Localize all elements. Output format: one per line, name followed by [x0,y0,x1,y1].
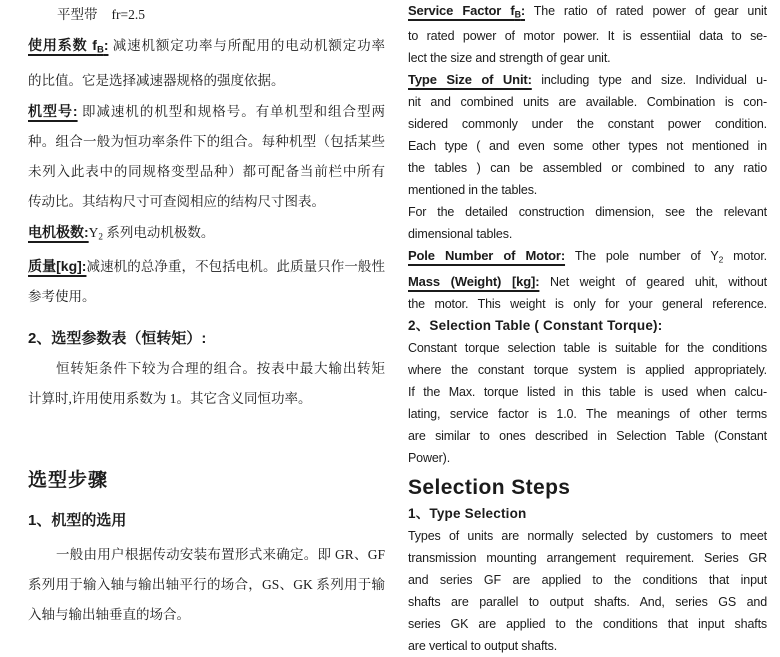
text-line [408,135,767,157]
text-run: Each type ( and even some other types not mentioned in [408,139,767,154]
flat-belt-factor-line [28,0,385,30]
pole-number-para-en [408,245,767,270]
text-run: 使用系数 f [28,37,97,53]
text-run: 即减速机的机型和规格号。有单机型和组合型两 [77,103,385,119]
right-column-english [408,0,767,657]
pole-number-para-cn [28,217,385,252]
term-type-size-cn [28,103,78,119]
text-line [28,540,385,570]
text-run: 系列用于输入轴与输出轴平行的场合，GS、GK 系列用于输 [28,577,385,593]
text-line [408,293,767,315]
text-line [28,187,385,217]
text-run: For the detailed construction dimension, see the relevant [408,205,767,220]
text-line [408,613,767,635]
subscript-text: B [96,44,104,56]
text-run: 参考使用。 [28,289,96,305]
text-run: 的比值。它是选择减速器规格的强度依据。 [28,72,285,88]
text-run: sidered commonly under the constant power condition. [408,117,767,132]
subscript-text: B [514,9,521,20]
text-run: 减速机的总净重，不包括电机。此质量只作一般性 [86,259,386,275]
text-line [408,381,767,403]
text-line [28,570,385,600]
text-run: 种。组合一般为恒功率条件下的组合。每种机型（包括某些 [28,133,385,149]
text-line [408,47,767,69]
text-line [408,403,767,425]
text-run: 平型带 [57,7,98,22]
text-run: 减速机额定功率与所配用的电动机额定功率 [108,38,385,53]
type-selection-heading-cn [28,506,385,536]
text-line [408,201,767,223]
text-line [408,569,767,591]
text-line [408,337,767,359]
subscript-text: 2 [98,231,104,242]
term-pole-number-en [408,248,565,263]
text-run: 传动比。其结构尺寸可查阅相应的结构尺寸图表。 [28,193,325,209]
text-run: Service Factor f [408,3,515,18]
text-run: shafts are parallel to output shafts. And, series GS and [408,594,767,609]
text-run: 电机极数: [28,223,89,240]
text-run: nit and combined units are available. Combination is con- [408,95,767,110]
text-line [408,359,767,381]
text-line [28,384,385,414]
text-run: Type Size of Unit: [408,72,532,88]
selection-table-heading-en [408,315,767,337]
text-line [28,600,385,630]
text-run: 2、Selection Table ( Constant Torque): [408,317,663,333]
selection-steps-heading-en [408,473,767,503]
text-run: Types of units are normally selected by customers to meet [408,528,767,543]
text-run: Mass (Weight) [kg]: [408,273,540,289]
text-line [28,282,385,312]
text-run: 选型步骤 [28,470,109,492]
term-service-factor-en [408,3,525,18]
text-run: The ratio of rated power of gear unit [525,4,767,18]
text-run: 系列电动机极数。 [103,224,215,240]
service-factor-para-en [408,0,767,25]
text-run: to rated power of motor power. It is essentiial data to se- [408,29,767,44]
text-line [408,223,767,245]
service-factor-para-cn [28,30,385,66]
text-run: are similar to ones described in Selection Table (Constant [408,428,767,443]
text-run: Pole Number of Motor: [408,248,566,264]
text-run: 质量[kg]: [28,258,87,275]
type-size-para-en [408,69,767,91]
term-type-size-en [408,72,532,87]
text-run: 入轴与输出轴垂直的场合。 [28,607,190,623]
text-run: Constant torque selection table is suitable for the conditions [408,340,767,355]
text-run: 一般由用户根据传动安装布置形式来确定。即 GR、GF [56,547,385,563]
text-run: If the Max. torque listed in this table is used when calcu- [408,384,767,399]
term-service-factor-cn [28,37,109,56]
text-run: transmission mounting arrangement requirement. Series GR [408,550,767,565]
text-run: and series GF are applied to the conditions that input [408,572,767,587]
text-line [28,157,385,187]
text-run: mentioned in the tables. [408,183,538,198]
text-line [28,354,385,384]
text-line [408,25,767,47]
text-line [408,425,767,447]
selection-steps-heading-cn [28,466,385,496]
left-column-chinese [28,0,385,630]
text-run: 计算时,许用使用系数为 1。其它含义同恒功率。 [28,391,312,407]
mass-para-cn [28,251,385,282]
text-line [408,91,767,113]
text-run: Power). [408,450,451,465]
text-run: where the constant torque system is applied appropriately. [408,362,767,377]
text-line [28,127,385,157]
type-selection-heading-en [408,503,767,525]
text-run: 1、机型的选用 [28,512,127,530]
mass-para-en [408,271,767,293]
term-mass-en [408,274,539,289]
text-run: Net weight of geared uhit, without [539,274,767,289]
text-run: the motor. This weight is only for your general reference. [408,296,767,311]
text-line [408,525,767,547]
text-run: the tables ) can be assembled or combined to any ratio [408,161,767,176]
text-line [408,591,767,613]
text-line [28,66,385,96]
text-line [408,447,767,469]
text-run: : [520,3,525,18]
selection-table-heading-cn [28,324,385,354]
text-run: 未列入此表中的同规格变型品种）都可配备当前栏中所有 [28,163,385,179]
text-run: series GK are applied to the conditions that input shafts [408,616,767,631]
text-run: fr=2.5 [111,7,145,22]
text-run: 2、选型参数表（恒转矩）: [28,330,207,348]
text-line [408,157,767,179]
text-run: The pole number of Y [565,249,719,264]
text-run: Y [88,224,99,240]
term-pole-number-cn [28,224,89,240]
text-run: Selection Steps [408,475,571,499]
text-run: are vertical to output shafts. [408,638,558,653]
type-size-para-cn [28,96,385,127]
text-run: 1、Type Selection [408,505,527,521]
text-run: motor. [723,249,767,264]
text-run: including type and size. Individual u- [531,73,767,88]
text-line [408,113,767,135]
text-run: 机型号: [28,102,78,119]
text-run: lect the size and strength of gear unit. [408,51,611,66]
text-line [408,179,767,201]
subscript-text: 2 [718,254,724,265]
text-run: 恒转矩条件下较为合理的组合。按表中最大输出转矩 [56,361,385,377]
text-run: dimensional tables. [408,227,513,242]
text-line [408,547,767,569]
text-run: : [103,37,109,53]
term-mass-cn [28,258,86,274]
text-run: lating, service factor is 1.0. The meanings of other terms [408,406,767,421]
